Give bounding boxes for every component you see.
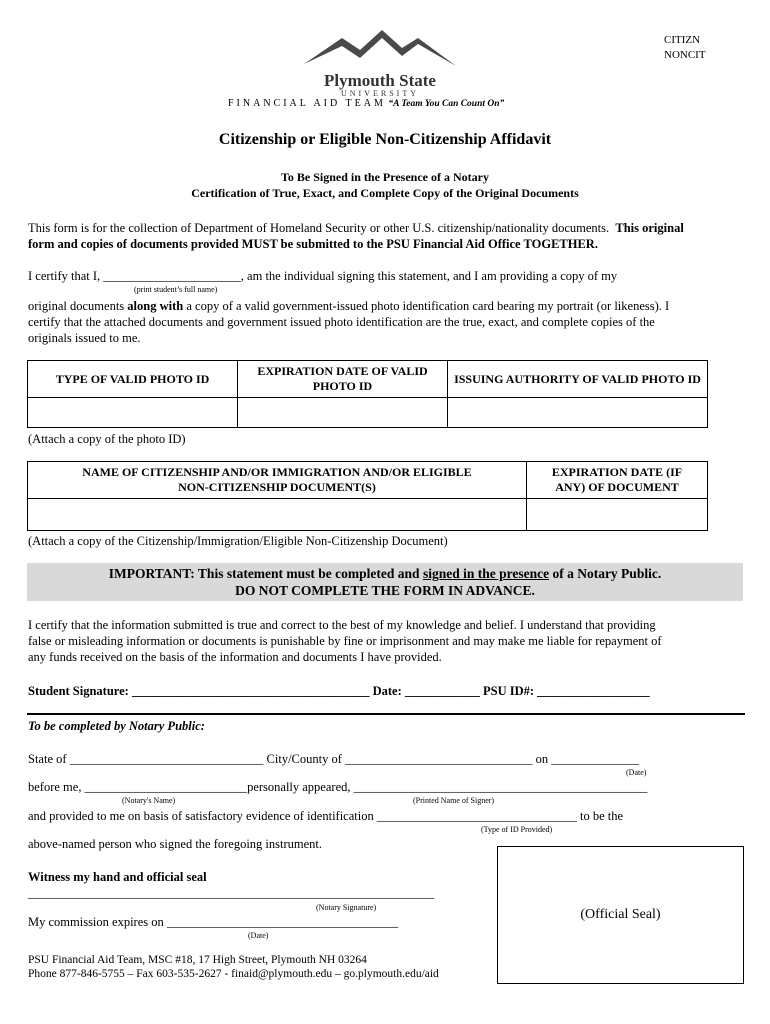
- photo-id-table: [27, 360, 708, 428]
- col-photo-id-authority: ISSUING AUTHORITY OF VALID PHOTO ID: [448, 361, 708, 398]
- photo-id-authority-cell[interactable]: [448, 398, 708, 428]
- team-line: [228, 98, 504, 109]
- page-title: Citizenship or Eligible Non-Citizenship Affidavit: [218, 131, 552, 148]
- notary-signature-hint: (Notary Signature): [316, 903, 377, 912]
- subtitle-certification: Certification of True, Exact, and Complete Copy of the Original Documents: [191, 186, 579, 200]
- certification-statement: I certify that the information submitted is true and correct to the best of my knowledge and belief. I understand that providing false or misleading information or documents is punishable by fine or imprisonment and may make me liable for repayment of any funds received on the basis of the information and documents I have provided.: [28, 618, 662, 664]
- notary-signature-line[interactable]: _________________________________________________________________: [28, 886, 435, 900]
- student-signature-line[interactable]: Student Signature: ______________________________________ Date: ____________ PSU ID#: __________________: [28, 684, 650, 698]
- official-seal-label: (Official Seal): [580, 907, 661, 922]
- certify-paragraph: original documents along with a copy of a valid government-issued photo identification card bearing my portrait (or likeness). I certify that the attached documents and government issued photo identification are the true, exact, and complete copies of the originals issued to me.: [28, 299, 670, 345]
- document-name-cell[interactable]: [28, 499, 527, 531]
- col-document-name: NAME OF CITIZENSHIP AND/OR IMMIGRATION AND/OR ELIGIBLE NON-CITIZENSHIP DOCUMENT(S): [28, 462, 527, 499]
- footer-contact: Phone 877-846-5755 – Fax 603-535-2627 - finaid@plymouth.edu – go.plymouth.edu/aid: [28, 968, 439, 980]
- photo-id-expiration-cell[interactable]: [238, 398, 448, 428]
- form-code-1: CITIZN: [664, 34, 701, 46]
- certify-line-1: I certify that I, ______________________, am the individual signing this statement, and I am providing a copy of my: [28, 269, 618, 283]
- col-photo-id-type: TYPE OF VALID PHOTO ID: [28, 361, 238, 398]
- above-named-text: above-named person who signed the foregoing instrument.: [28, 837, 323, 851]
- col-document-expiration: EXPIRATION DATE (IF ANY) OF DOCUMENT: [527, 462, 708, 499]
- mountain-logo-icon: [300, 26, 460, 70]
- notary-before-line[interactable]: before me, __________________________personally appeared, _______________________________________________: [28, 780, 648, 794]
- form-code-2: NONCIT: [664, 49, 706, 61]
- footer: [28, 953, 439, 981]
- subtitle-notary: To Be Signed in the Presence of a Notary: [281, 170, 489, 184]
- id-type-hint: (Type of ID Provided): [481, 825, 553, 834]
- notary-name-hint: (Notary's Name): [122, 796, 176, 805]
- footer-address: PSU Financial Aid Team, MSC #18, 17 High Street, Plymouth NH 03264: [28, 954, 367, 966]
- notary-provided-line[interactable]: and provided to me on basis of satisfactory evidence of identification ________________________________ to be the: [28, 809, 624, 823]
- intro-paragraph: This form is for the collection of Department of Homeland Security or other U.S. citizenship/nationality documents. This original form and copies of documents provided MUST be submitted to the PSU Financial Aid Office TOGETHER.: [28, 221, 684, 251]
- form-code: [664, 33, 706, 63]
- commission-line[interactable]: My commission expires on _____________________________________: [28, 915, 399, 929]
- commission-date-hint: (Date): [248, 931, 269, 940]
- logo-subtitle: UNIVERSITY: [341, 89, 419, 98]
- team-tagline: “A Team You Can Count On”: [388, 99, 505, 109]
- logo-name: Plymouth State: [324, 71, 436, 90]
- col-photo-id-expiration: EXPIRATION DATE OF VALID PHOTO ID: [238, 361, 448, 398]
- team-name: FINANCIAL AID TEAM: [228, 98, 386, 109]
- official-seal-box: [497, 846, 744, 984]
- witness-text: Witness my hand and official seal: [28, 870, 207, 884]
- signer-name-hint: (Printed Name of Signer): [413, 796, 495, 805]
- student-name-hint: (print student’s full name): [134, 285, 218, 294]
- section-divider: [27, 713, 745, 715]
- photo-id-note: (Attach a copy of the photo ID): [28, 432, 186, 446]
- notary-date-hint: (Date): [626, 768, 647, 777]
- document-note: (Attach a copy of the Citizenship/Immigration/Eligible Non-Citizenship Document): [28, 534, 448, 548]
- important-banner: IMPORTANT: This statement must be completed and signed in the presence of a Notary Public. DO NOT COMPLETE THE FORM IN ADVANCE.: [27, 563, 743, 601]
- photo-id-type-cell[interactable]: [28, 398, 238, 428]
- document-expiration-cell[interactable]: [527, 499, 708, 531]
- notary-state-line[interactable]: State of _______________________________ City/County of ______________________________ on ______________: [28, 752, 639, 766]
- document-table: [27, 461, 708, 531]
- notary-heading: To be completed by Notary Public:: [28, 719, 205, 733]
